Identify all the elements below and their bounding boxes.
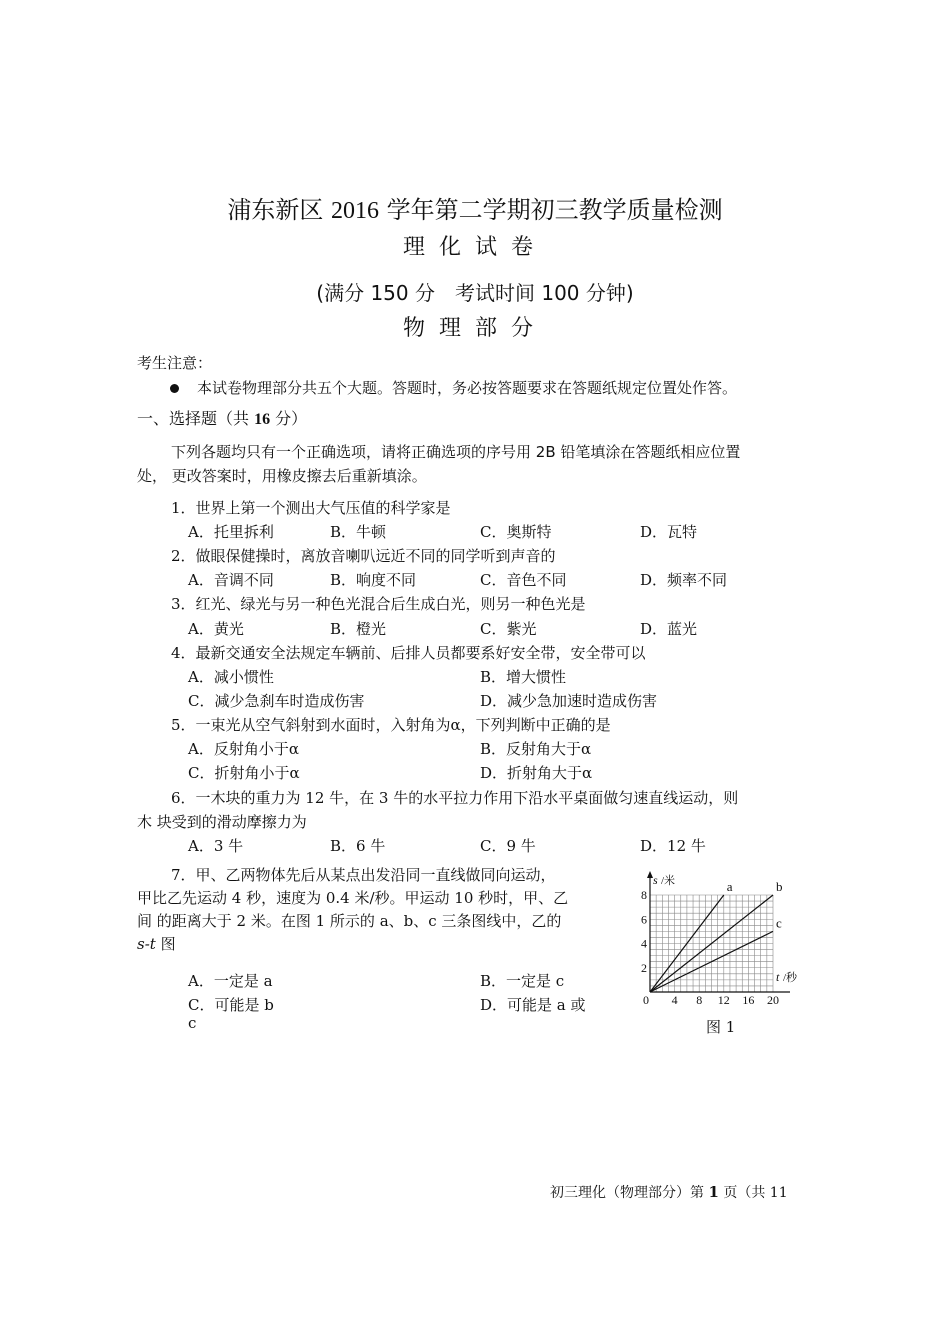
y-tick-label: 2: [641, 960, 647, 975]
q2-option-d: D．频率不同: [640, 571, 728, 589]
q7-option-b: B．一定是 c: [480, 972, 565, 990]
series-label-b: b: [776, 879, 783, 894]
q6-option-b: B．6 牛: [330, 837, 386, 855]
q7-option-d: D．可能是 a 或: [480, 996, 586, 1014]
y-axis-unit: /米: [661, 875, 676, 887]
exam-title: 浦东新区 2016 学年第二学期初三教学质量检测: [227, 196, 723, 224]
question-7-stem: 7．甲、乙两物体先后从某点出发沿同一直线做同向运动， 甲比乙先运动 4 秒，速度为 0.4 米/秒。甲运动 10 秒时，甲、乙 间 的距离大于 2 米。在图 1 所示的 a、b、c 三条图线中，乙的 s-t 图: [137, 866, 569, 953]
origin-label: 0: [643, 993, 649, 1007]
q3-option-d: D．蓝光: [640, 620, 698, 638]
q6-option-d: D．12 牛: [640, 837, 706, 855]
q5-option-a: A．反射角小于α: [188, 740, 299, 758]
graph-series: [650, 879, 783, 992]
question-3-stem: 3．红光、绿光与另一种色光混合后生成白光，则另一种色光是: [171, 595, 586, 613]
question-6-stem-line2: 木 块受到的滑动摩擦力为: [137, 813, 307, 831]
y-tick-label: 6: [641, 912, 647, 927]
section-heading: 一、选择题（共 16 分）: [137, 409, 308, 428]
exam-subtitle: 理化试卷: [402, 235, 547, 260]
y-axis-label: s: [653, 873, 658, 887]
exam-score-time: (满分 150 分 考试时间 100 分钟): [316, 281, 634, 305]
figure-1-st-graph: [630, 868, 810, 1008]
q3-option-a: A．黄光: [188, 620, 244, 638]
section-title-physics: 物理部分: [402, 316, 547, 341]
q5-option-d: D．折射角大于α: [480, 764, 593, 782]
bullet-dot-icon: [170, 384, 179, 393]
q4-option-a: A．减小惯性: [188, 668, 274, 686]
figure-1-caption: 图 1: [706, 1018, 736, 1036]
y-tick-label: 4: [641, 936, 647, 951]
q6-option-c: C．9 牛: [480, 837, 536, 855]
q2-option-a: A．音调不同: [188, 571, 274, 589]
x-tick-label: 4: [671, 993, 678, 1007]
page-footer: 初三理化（物理部分）第 1 页（共 11: [550, 1183, 788, 1201]
notice-bullet: 本试卷物理部分共五个大题。答题时，务必按答题要求在答题纸规定位置处作答。: [170, 377, 737, 398]
q4-option-c: C．减少急刹车时造成伤害: [188, 692, 365, 710]
q1-option-a: A．托里拆利: [188, 523, 274, 541]
q2-option-b: B．响度不同: [330, 571, 417, 589]
q1-option-c: C．奥斯特: [480, 523, 552, 541]
section-instructions: 下列各题均只有一个正确选项，请将正确选项的序号用 2B 铅笔填涂在答题纸相应位置 处， 更改答案时，用橡皮擦去后重新填涂。: [137, 443, 741, 485]
q5-option-c: C．折射角小于α: [188, 764, 300, 782]
x-tick-label: 12: [717, 993, 730, 1007]
q1-option-d: D．瓦特: [640, 523, 698, 541]
q5-option-b: B．反射角大于α: [480, 740, 592, 758]
question-5-stem: 5．一束光从空气斜射到水面时，入射角为α，下列判断中正确的是: [171, 716, 611, 734]
x-axis-unit: /秒: [783, 972, 798, 984]
x-tick-label: 20: [767, 993, 779, 1007]
q3-option-c: C．紫光: [480, 620, 537, 638]
question-1-stem: 1．世界上第一个测出大气压值的科学家是: [171, 499, 451, 517]
q7-option-a: A．一定是 a: [188, 972, 273, 990]
q4-option-b: B．增大惯性: [480, 668, 567, 686]
q4-option-d: D．减少急加速时造成伤害: [480, 692, 658, 710]
x-tick-label: 8: [696, 993, 703, 1007]
q1-option-b: B．牛顿: [330, 523, 387, 541]
x-axis-label: t: [776, 970, 780, 984]
x-tick-label: 16: [742, 993, 755, 1007]
q7-option-c: C．可能是 b: [188, 996, 274, 1014]
q6-option-a: A．3 牛: [188, 837, 244, 855]
series-label-a: a: [726, 879, 733, 894]
question-6-stem-line1: 6．一木块的重力为 12 牛，在 3 牛的水平拉力作用下沿水平桌面做匀速直线运动，则: [171, 789, 739, 807]
question-4-stem: 4．最新交通安全法规定车辆前、后排人员都要系好安全带，安全带可以: [171, 644, 646, 662]
q7-option-d-wrap: c: [188, 1014, 197, 1032]
series-label-c: c: [776, 915, 782, 931]
notice-heading: 考生注意：: [137, 354, 213, 372]
question-2-stem: 2．做眼保健操时，离放音喇叭远近不同的同学听到声音的: [171, 547, 556, 565]
q3-option-b: B．橙光: [330, 620, 387, 638]
q2-option-c: C．音色不同: [480, 571, 567, 589]
y-tick-label: 8: [641, 888, 647, 902]
